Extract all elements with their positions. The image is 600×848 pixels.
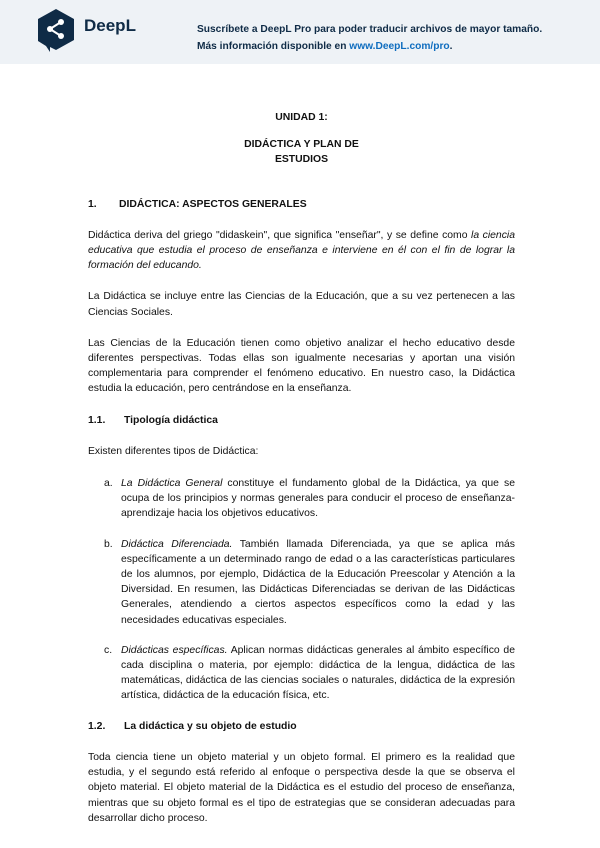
subsection-number: 1.2.: [88, 720, 106, 732]
brand-name: DeepL: [84, 16, 136, 35]
deepl-banner: [0, 0, 600, 64]
subsection-number: 1.1.: [88, 414, 106, 426]
paragraph-1-italic: la ciencia educativa que estudia el proceso de enseñanza e interviene en él con el fin de lograr la formación del educando.: [88, 229, 515, 272]
list-item-italic: Didáctica Diferenciada.: [121, 538, 233, 550]
subsection-title: La didáctica y su objeto de estudio: [124, 720, 297, 732]
paragraph-4: Existen diferentes tipos de Didáctica:: [88, 445, 259, 457]
list-item-italic: Didácticas específicas.: [121, 644, 228, 656]
list-item: [88, 537, 515, 628]
list-item-text: Aplican normas didácticas generales al ámbito específico de cada disciplina o materia, por ejemplo: didáctica de la lengua, didáctica de las matemáticas, didáctica de las ciencias sociales o naturales, didáctica de la expresión artística, didáctica de la educación física, etc.: [121, 644, 515, 702]
title-line-2: ESTUDIOS: [274, 154, 329, 166]
paragraph-3: Las Ciencias de la Educación tienen como objetivo analizar el hecho educativo desde diferentes perspectivas. Todas ellas son igualmente necesarias y aportan una visión complementaria para comprender el fenómeno educativo. En nuestro caso, la Didáctica estudia la educación, pero centrándose en la enseñanza.: [88, 337, 515, 395]
subsection-1-1-heading: [88, 413, 515, 428]
document-title: [88, 137, 515, 167]
list-item-italic: La Didáctica General: [121, 478, 223, 490]
paragraph-1-text: Didáctica deriva del griego "didaskein", que significa "enseñar", y se define como: [88, 229, 472, 241]
subsection-title: Tipología didáctica: [124, 414, 218, 426]
list-marker: c.: [104, 644, 113, 656]
document-page: [88, 110, 515, 842]
paragraph-5: Toda ciencia tiene un objeto material y un objeto formal. El primero es la realidad que estudia, y el segundo está referido al enfoque o perspectiva desde la que se observa el objeto material. El objeto material de la Didáctica es el estudio del proceso de enseñanza, mientras que su objeto formal es el tipo de estrategias que se consideran adecuadas para desarrollar dicho proceso.: [88, 751, 515, 824]
paragraph-2: La Didáctica se incluye entre las Ciencias de la Educación, que a su vez pertenecen a las Ciencias Sociales.: [88, 291, 515, 318]
list-item: [88, 476, 515, 522]
list-marker: a.: [104, 478, 113, 490]
section-title: DIDÁCTICA: ASPECTOS GENERALES: [119, 198, 307, 210]
deepl-logo-icon[interactable]: [36, 8, 76, 52]
paragraph-1: [88, 228, 515, 274]
promo-line-1: Suscríbete a DeepL Pro para poder traducir archivos de mayor tamaño.: [197, 24, 543, 35]
title-line-1: DIDÁCTICA Y PLAN DE: [244, 139, 359, 151]
deepl-pro-link[interactable]: www.DeepL.com/pro: [349, 41, 450, 52]
promo-line-2-suffix: .: [449, 41, 453, 52]
list-marker: b.: [104, 538, 113, 550]
section-1-heading: [88, 197, 515, 212]
promo-line-2-prefix: Más información disponible en: [197, 41, 350, 52]
section-number: 1.: [88, 198, 97, 210]
list-item-text: constituye el fundamento global de la Didáctica, ya que se ocupa de los principios y normas generales para conducir el proceso de enseñanza-aprendizaje hacia los objetivos educativos.: [121, 478, 515, 520]
promo-line-2: [197, 38, 542, 55]
list-item: [88, 643, 515, 704]
promo-text: [197, 21, 542, 55]
list-item-text: También llamada Diferenciada, ya que se aplica más específicamente a un determinado rango de edad o a las características particulares de los alumnos, por ejemplo, Didáctica de la Educación Preescolar y Atención a la Diversidad. En resumen, las Didácticas Diferenciadas se derivan de las Didácticas Generales, atendiendo a ciertos aspectos específicos como la edad y las necesidades educativas especiales.: [121, 538, 515, 626]
unit-heading: UNIDAD 1:: [275, 112, 328, 123]
subsection-1-2-heading: [88, 719, 515, 734]
